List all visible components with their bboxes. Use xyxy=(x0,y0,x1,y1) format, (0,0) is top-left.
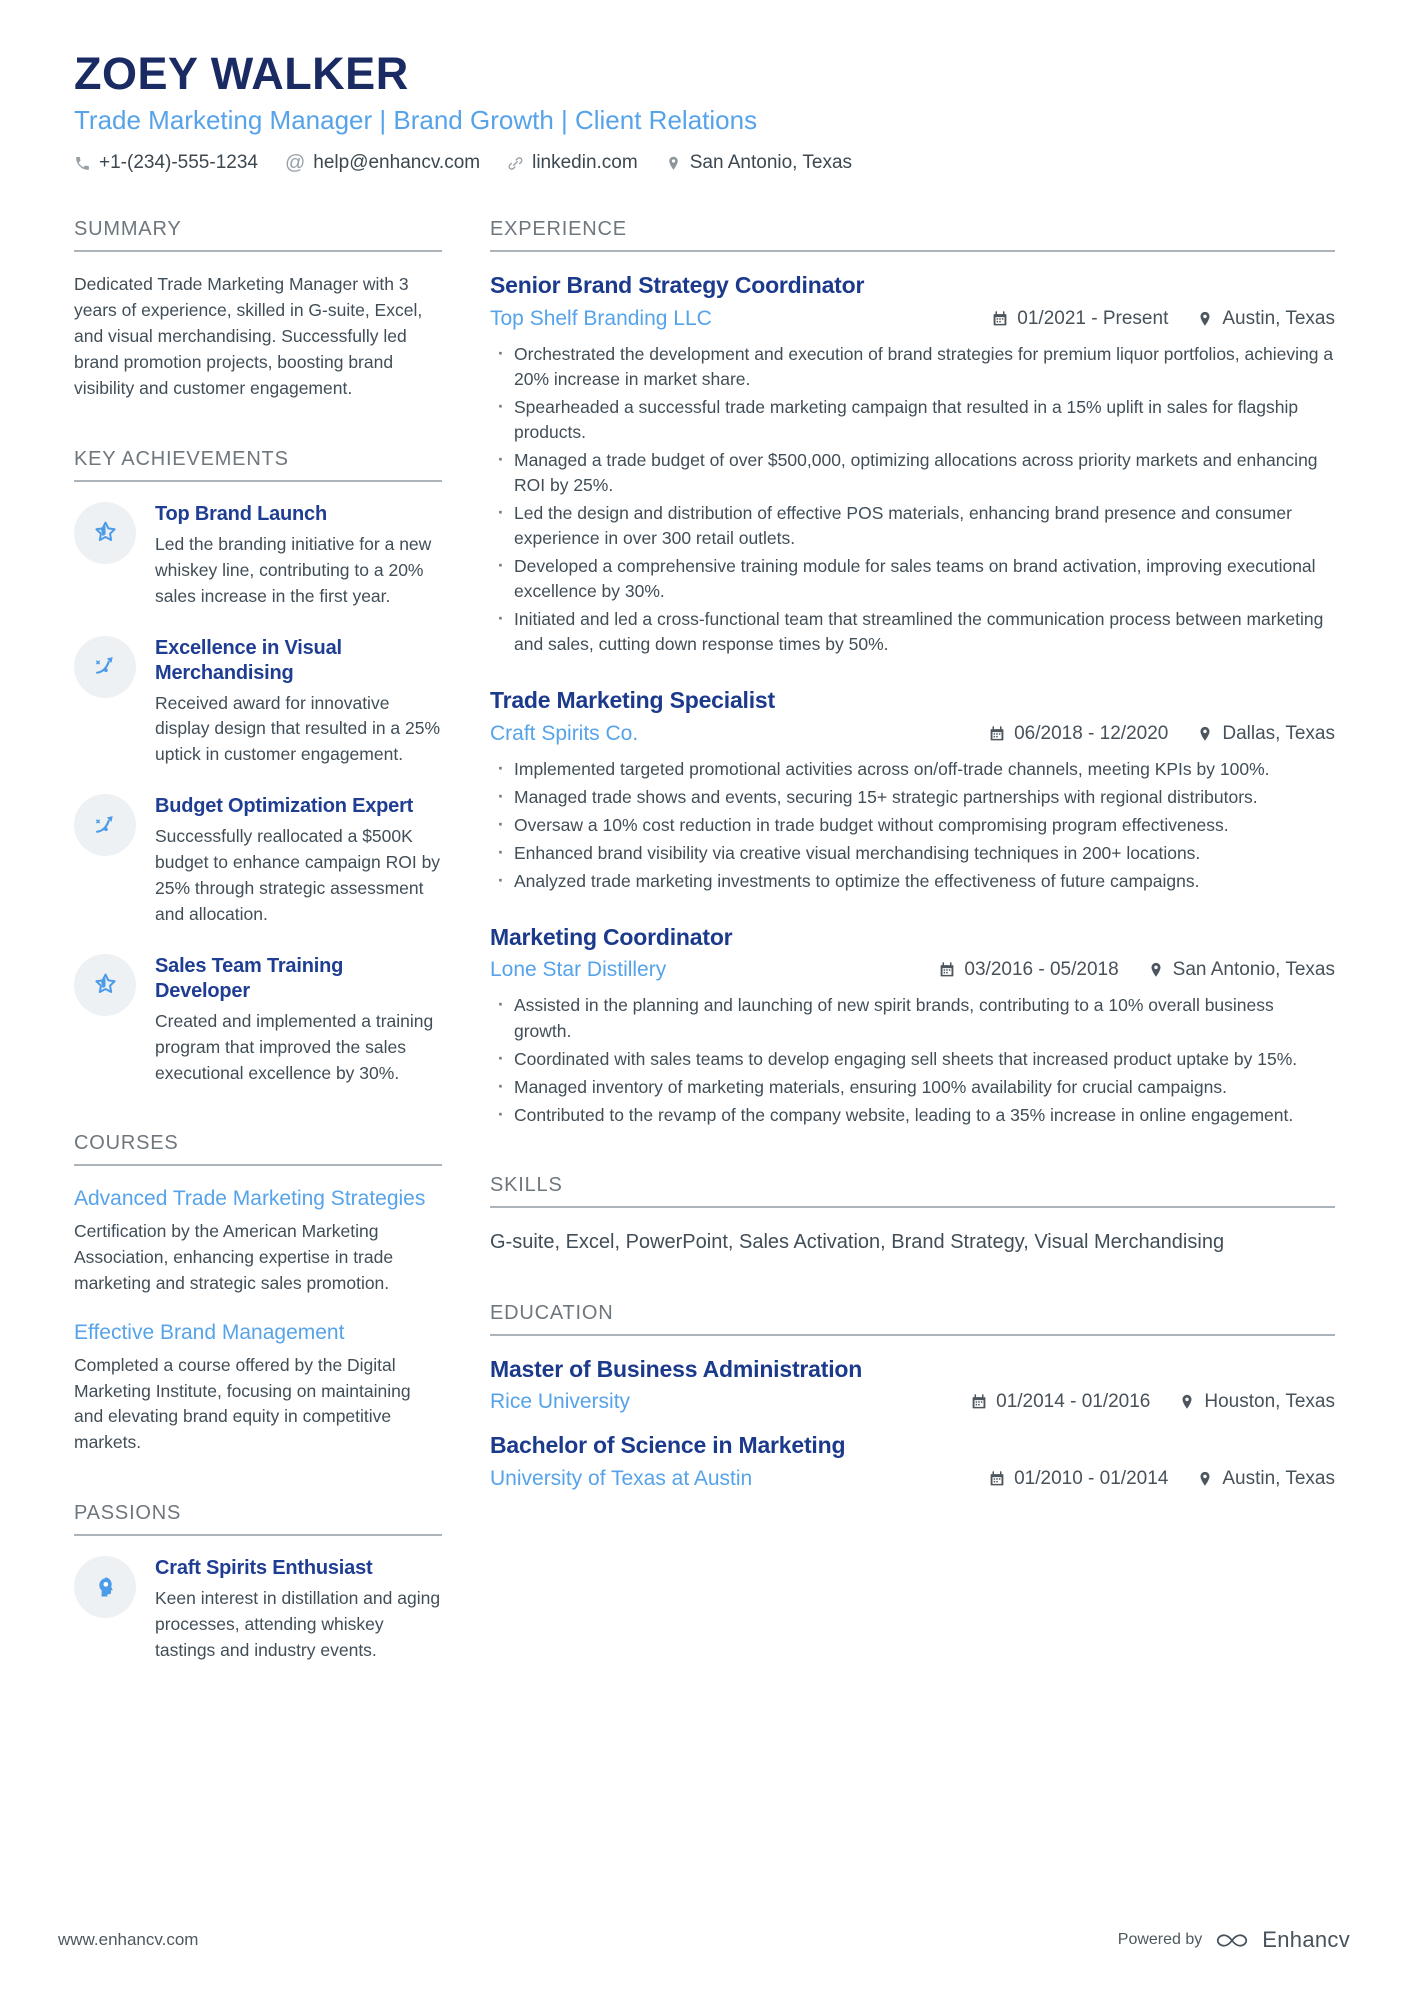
courses-section xyxy=(74,1132,442,1456)
location-pin-icon xyxy=(1147,961,1165,979)
bullet-item: · Developed a comprehensive training module for sales teams on brand activation, improving executional excellence by 30%. xyxy=(490,554,1335,604)
experience-heading: EXPERIENCE xyxy=(490,218,1335,252)
education-meta xyxy=(970,1391,1335,1413)
education-entry xyxy=(490,1356,1335,1415)
achievement-item xyxy=(74,636,442,769)
passion-item xyxy=(74,1556,442,1664)
education-location: Austin, Texas xyxy=(1222,1467,1335,1489)
candidate-name: ZOEY WALKER xyxy=(74,48,409,99)
bullet-item: · Managed a trade budget of over $500,000, optimizing allocations across priority markets and enhancing ROI by 25%. xyxy=(490,448,1335,498)
courses-heading: COURSES xyxy=(74,1132,442,1166)
bullet-item: · Analyzed trade marketing investments to optimize the effectiveness of future campaigns. xyxy=(490,869,1335,894)
passion-body xyxy=(155,1556,442,1664)
job-meta xyxy=(991,308,1335,330)
passion-icon-circle xyxy=(74,1556,136,1618)
achievement-body xyxy=(155,636,442,769)
achievement-item xyxy=(74,954,442,1087)
bullet-item: · Contributed to the revamp of the company website, leading to a 35% increase in online engagement. xyxy=(490,1103,1335,1128)
contact-row xyxy=(74,152,1335,174)
job-meta xyxy=(988,723,1335,745)
achievement-item xyxy=(74,794,442,928)
achievements-heading: KEY ACHIEVEMENTS xyxy=(74,448,442,482)
achievement-icon-circle xyxy=(74,636,136,698)
achievement-description: Received award for innovative display design that resulted in a 25% uptick in customer engagement. xyxy=(155,692,441,765)
skills-text: G-suite, Excel, PowerPoint, Sales Activation, Brand Strategy, Visual Merchandising xyxy=(490,1230,1225,1253)
summary-heading: SUMMARY xyxy=(74,218,442,252)
summary-section xyxy=(74,218,442,401)
link-icon xyxy=(507,155,524,172)
course-item xyxy=(74,1320,442,1456)
education-dates-item xyxy=(970,1391,1150,1413)
job-dates: 06/2018 - 12/2020 xyxy=(1014,722,1169,744)
experience-section xyxy=(490,218,1335,1127)
achievement-body xyxy=(155,794,442,928)
head-icon xyxy=(92,1574,119,1601)
education-heading: EDUCATION xyxy=(490,1302,1335,1336)
calendar-icon xyxy=(938,961,956,979)
job-dates-item xyxy=(988,723,1168,745)
course-item xyxy=(74,1186,442,1296)
enhancv-brand[interactable]: Enhancv xyxy=(1262,1927,1350,1952)
experience-entry xyxy=(490,272,1335,657)
link-text[interactable]: linkedin.com xyxy=(532,152,638,174)
skills-section xyxy=(490,1174,1335,1256)
candidate-headline: Trade Marketing Manager | Brand Growth | Client Relations xyxy=(74,105,758,136)
education-dates-item xyxy=(988,1468,1168,1490)
calendar-icon xyxy=(988,1470,1006,1488)
company-name: Craft Spirits Co. xyxy=(490,721,639,745)
job-location: Austin, Texas xyxy=(1222,308,1335,330)
summary-text: Dedicated Trade Marketing Manager with 3 years of experience, skilled in G-suite, Excel, and visual merchandising. Successfully led brand promotion projects, boosting brand visibility and customer engagement. xyxy=(74,274,423,398)
bullet-item: · Coordinated with sales teams to develop engaging sell sheets that increased product uptake by 15%. xyxy=(490,1047,1335,1072)
bullet-item: · Enhanced brand visibility via creative visual merchandising techniques in 200+ locations. xyxy=(490,841,1335,866)
job-location-item xyxy=(1196,308,1335,330)
bullet-item: · Implemented targeted promotional activities across on/off-trade channels, meeting KPIs by 100%. xyxy=(490,757,1335,782)
location-item xyxy=(665,152,852,174)
course-title: Effective Brand Management xyxy=(74,1321,345,1345)
course-title: Advanced Trade Marketing Strategies xyxy=(74,1187,426,1211)
education-entry xyxy=(490,1432,1335,1491)
job-title: Marketing Coordinator xyxy=(490,923,733,950)
calendar-icon xyxy=(988,725,1006,743)
email-item[interactable] xyxy=(285,152,480,174)
phone-text: +1-(234)-555-1234 xyxy=(99,152,258,174)
achievement-body xyxy=(155,502,442,610)
location-pin-icon xyxy=(1196,1470,1214,1488)
location-text: San Antonio, Texas xyxy=(689,152,853,174)
education-location: Houston, Texas xyxy=(1204,1391,1335,1413)
company-name: Top Shelf Branding LLC xyxy=(490,307,712,331)
achievement-description: Created and implemented a training program that improved the sales executional excellence by 30%. xyxy=(155,1010,434,1083)
education-meta-row xyxy=(490,1467,1335,1491)
achievement-body xyxy=(155,954,442,1087)
trend-arrow-icon xyxy=(92,812,119,839)
achievement-icon-circle xyxy=(74,794,136,856)
bullet-item: · Initiated and led a cross-functional team that streamlined the communication process between marketing and sales, cutting down response times by 50%. xyxy=(490,607,1335,657)
achievement-description: Led the branding initiative for a new whiskey line, contributing to a 20% sales increase in the first year. xyxy=(155,533,432,606)
education-meta xyxy=(988,1468,1335,1490)
achievement-item xyxy=(74,502,442,610)
passion-description: Keen interest in distillation and aging processes, attending whiskey tastings and industry events. xyxy=(155,1588,441,1660)
star-icon xyxy=(92,519,119,546)
education-section xyxy=(490,1302,1335,1491)
education-location-item xyxy=(1178,1391,1335,1413)
at-icon xyxy=(285,153,305,173)
bullet-item: · Spearheaded a successful trade marketing campaign that resulted in a 15% uplift in sales for flagship products. xyxy=(490,395,1335,445)
page-footer xyxy=(58,1927,1350,1953)
experience-entry xyxy=(490,924,1335,1128)
job-dates-item xyxy=(938,959,1118,981)
passions-section xyxy=(74,1502,442,1664)
job-meta xyxy=(938,959,1335,981)
education-dates: 01/2010 - 01/2014 xyxy=(1014,1467,1169,1489)
course-description: Completed a course offered by the Digital Marketing Institute, focusing on maintaining and elevating brand equity in competitive markets. xyxy=(74,1354,411,1453)
job-dates: 01/2021 - Present xyxy=(1017,308,1169,330)
bullet-item: · Led the design and distribution of effective POS materials, enhancing brand presence and consumer experience in over 300 retail outlets. xyxy=(490,501,1335,551)
education-meta-row xyxy=(490,1390,1335,1414)
experience-entry xyxy=(490,687,1335,894)
passion-title: Craft Spirits Enthusiast xyxy=(155,1557,373,1580)
job-meta-row xyxy=(490,722,1335,746)
job-meta-row xyxy=(490,958,1335,982)
achievement-title: Excellence in Visual Merchandising xyxy=(155,636,342,684)
email-text[interactable]: help@enhancv.com xyxy=(313,152,481,174)
degree-title: Master of Business Administration xyxy=(490,1355,863,1382)
passions-heading: PASSIONS xyxy=(74,1502,442,1536)
education-dates: 01/2014 - 01/2016 xyxy=(996,1391,1151,1413)
location-pin-icon xyxy=(665,155,682,172)
job-location-item xyxy=(1196,723,1335,745)
enhancv-logo-icon xyxy=(1213,1930,1251,1951)
key-achievements-section xyxy=(74,448,442,1087)
resume-header xyxy=(0,0,1410,174)
job-dates: 03/2016 - 05/2018 xyxy=(964,959,1119,981)
trend-arrow-icon xyxy=(92,653,119,680)
location-pin-icon xyxy=(1196,725,1214,743)
location-pin-icon xyxy=(1196,310,1214,328)
bullet-item: · Managed inventory of marketing materials, ensuring 100% availability for crucial campaigns. xyxy=(490,1075,1335,1100)
calendar-icon xyxy=(970,1393,988,1411)
skills-heading: SKILLS xyxy=(490,1174,1335,1208)
achievement-title: Sales Team Training Developer xyxy=(155,954,344,1002)
job-location: Dallas, Texas xyxy=(1222,722,1335,744)
phone-item xyxy=(74,152,258,174)
education-location-item xyxy=(1196,1468,1335,1490)
job-bullets xyxy=(490,993,1335,1127)
achievement-icon-circle xyxy=(74,502,136,564)
school-name: University of Texas at Austin xyxy=(490,1466,753,1490)
course-description: Certification by the American Marketing Association, enhancing expertise in trade marketing and strategic sales promotion. xyxy=(74,1220,394,1293)
bullet-item: · Oversaw a 10% cost reduction in trade budget without compromising program effectiveness. xyxy=(490,813,1335,838)
job-title: Senior Brand Strategy Coordinator xyxy=(490,272,865,299)
phone-icon xyxy=(74,155,91,172)
job-title: Trade Marketing Specialist xyxy=(490,687,775,714)
job-dates-item xyxy=(991,308,1168,330)
bullet-item: · Assisted in the planning and launching of new spirit brands, contributing to a 10% overall business growth. xyxy=(490,993,1335,1043)
link-item[interactable] xyxy=(507,152,638,174)
job-bullets xyxy=(490,342,1335,657)
site-link[interactable]: www.enhancv.com xyxy=(58,1930,199,1949)
achievement-title: Top Brand Launch xyxy=(155,502,327,525)
right-column xyxy=(490,218,1335,1663)
company-name: Lone Star Distillery xyxy=(490,958,667,982)
location-pin-icon xyxy=(1178,1393,1196,1411)
columns-container xyxy=(0,218,1410,1663)
job-location-item xyxy=(1147,959,1335,981)
star-icon xyxy=(92,971,119,998)
job-location: San Antonio, Texas xyxy=(1172,959,1335,981)
bullet-item: · Managed trade shows and events, securing 15+ strategic partnerships with regional distributors. xyxy=(490,785,1335,810)
school-name: Rice University xyxy=(490,1390,631,1414)
achievement-title: Budget Optimization Expert xyxy=(155,795,414,818)
powered-by-label: Powered by xyxy=(1117,1931,1203,1948)
job-bullets xyxy=(490,757,1335,894)
powered-by xyxy=(1118,1927,1350,1953)
bullet-item: · Orchestrated the development and execution of brand strategies for premium liquor portfolios, achieving a 20% increase in market share. xyxy=(490,342,1335,392)
calendar-icon xyxy=(991,310,1009,328)
job-meta-row xyxy=(490,307,1335,331)
achievement-description: Successfully reallocated a $500K budget to enhance campaign ROI by 25% through strategic assessment and allocation. xyxy=(155,826,441,924)
degree-title: Bachelor of Science in Marketing xyxy=(490,1432,846,1459)
left-column xyxy=(74,218,442,1663)
achievement-icon-circle xyxy=(74,954,136,1016)
